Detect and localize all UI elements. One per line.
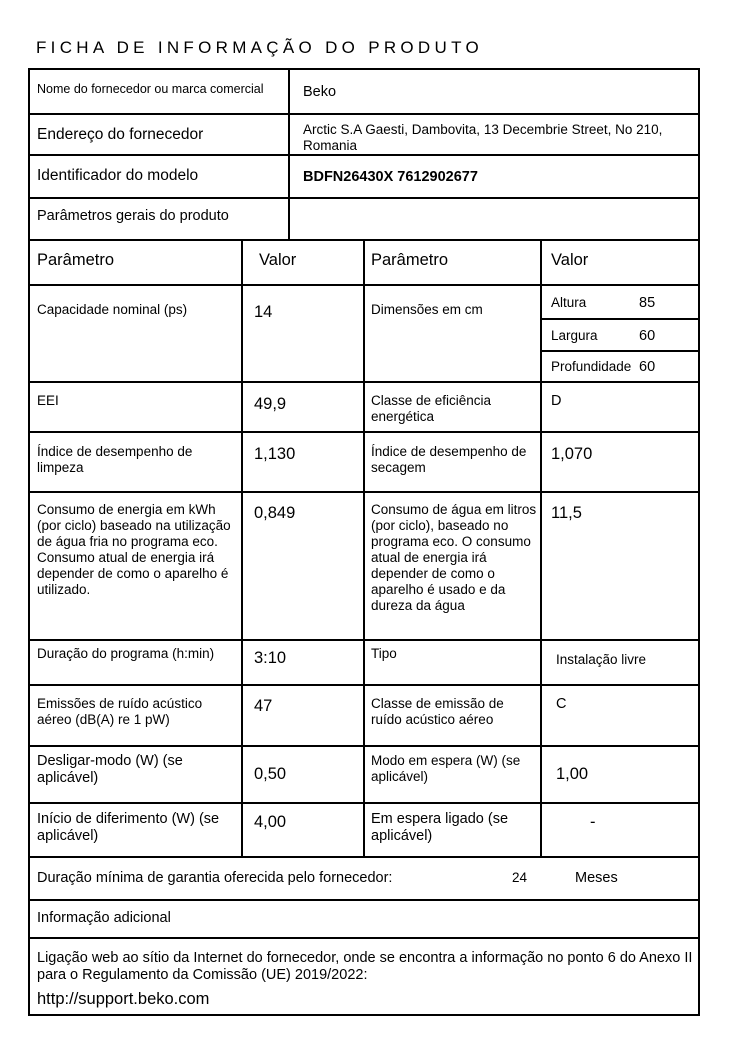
drying-index-label: Índice de desempenho de secagem xyxy=(371,444,527,475)
water-consumption-value: 11,5 xyxy=(551,504,582,522)
model-identifier-value: BDFN26430X 7612902677 xyxy=(303,169,478,185)
supplier-name-label: Nome do fornecedor ou marca comercial xyxy=(37,82,264,96)
column-header-value-2: Valor xyxy=(551,251,589,269)
dimensions-label: Dimensões em cm xyxy=(371,302,483,317)
page-title: FICHA DE INFORMAÇÃO DO PRODUTO xyxy=(36,38,483,57)
height-label: Altura xyxy=(551,295,587,310)
energy-class-value: D xyxy=(551,393,562,409)
networked-standby-label: Em espera ligado (se aplicável) xyxy=(371,811,509,844)
cleaning-index-value: 1,130 xyxy=(254,445,296,463)
off-mode-label: Desligar-modo (W) (se aplicável) xyxy=(37,753,183,786)
energy-class-label: Classe de eficiência energética xyxy=(371,393,492,424)
networked-standby-value: - xyxy=(590,813,596,831)
supplier-address-value: Arctic S.A Gaesti, Dambovita, 13 Decembrie Street, No 210, Romania xyxy=(303,122,663,153)
width-value: 60 xyxy=(639,328,656,344)
width-label: Largura xyxy=(551,328,598,343)
warranty-value: 24 xyxy=(512,870,528,885)
depth-value: 60 xyxy=(639,359,656,375)
rated-capacity-value: 14 xyxy=(254,303,273,321)
support-link[interactable]: http://support.beko.com xyxy=(37,990,210,1008)
noise-class-value: C xyxy=(556,696,567,712)
eei-label: EEI xyxy=(37,393,59,408)
delay-start-value: 4,00 xyxy=(254,813,287,831)
energy-consumption-label: Consumo de energia em kWh (por ciclo) baseado na utilização de água fria no programa eco. Consumo atual de energia irá depender de como o aparelho é utilizado. xyxy=(37,502,231,597)
off-mode-value: 0,50 xyxy=(254,765,287,783)
water-consumption-label: Consumo de água em litros (por ciclo), baseado no programa eco. O consumo atual de energia irá depender de como o aparelho é usado e da dureza da água xyxy=(371,502,537,613)
noise-emission-value: 47 xyxy=(254,697,273,715)
supplier-address-label: Endereço do fornecedor xyxy=(37,126,204,143)
warranty-label: Duração mínima de garantia oferecida pelo fornecedor: xyxy=(37,870,393,886)
weblink-description: Ligação web ao sítio da Internet do fornecedor, onde se encontra a informação no ponto 6 do Anexo II para o Regulamento da Comissão (UE) 2019/2022: xyxy=(37,950,693,983)
cleaning-index-label: Índice de desempenho de limpeza xyxy=(37,444,193,475)
standby-mode-label: Modo em espera (W) (se aplicável) xyxy=(371,753,521,784)
type-value: Instalação livre xyxy=(556,652,647,667)
drying-index-value: 1,070 xyxy=(551,445,593,463)
model-identifier-label: Identificador do modelo xyxy=(37,167,199,184)
eei-value: 49,9 xyxy=(254,395,287,413)
column-header-parameter-1: Parâmetro xyxy=(37,251,115,269)
standby-mode-value: 1,00 xyxy=(556,765,589,783)
type-label: Tipo xyxy=(371,646,397,661)
depth-label: Profundidade xyxy=(551,359,632,374)
column-header-value-1: Valor xyxy=(259,251,297,269)
column-header-parameter-2: Parâmetro xyxy=(371,251,449,269)
additional-info-label: Informação adicional xyxy=(37,910,171,926)
height-value: 85 xyxy=(639,295,656,311)
general-parameters-label: Parâmetros gerais do produto xyxy=(37,208,229,224)
rated-capacity-label: Capacidade nominal (ps) xyxy=(37,302,188,317)
program-duration-label: Duração do programa (h:min) xyxy=(37,646,215,661)
supplier-name-value: Beko xyxy=(303,84,337,100)
noise-class-label: Classe de emissão de ruído acústico aéreo xyxy=(371,696,504,727)
energy-consumption-value: 0,849 xyxy=(254,504,296,522)
program-duration-value: 3:10 xyxy=(254,649,287,667)
noise-emission-label: Emissões de ruído acústico aéreo (dB(A) re 1 pW) xyxy=(37,696,203,727)
delay-start-label: Início de diferimento (W) (se aplicável) xyxy=(37,811,220,844)
warranty-unit: Meses xyxy=(575,870,618,886)
product-fiche-table xyxy=(28,68,700,1016)
